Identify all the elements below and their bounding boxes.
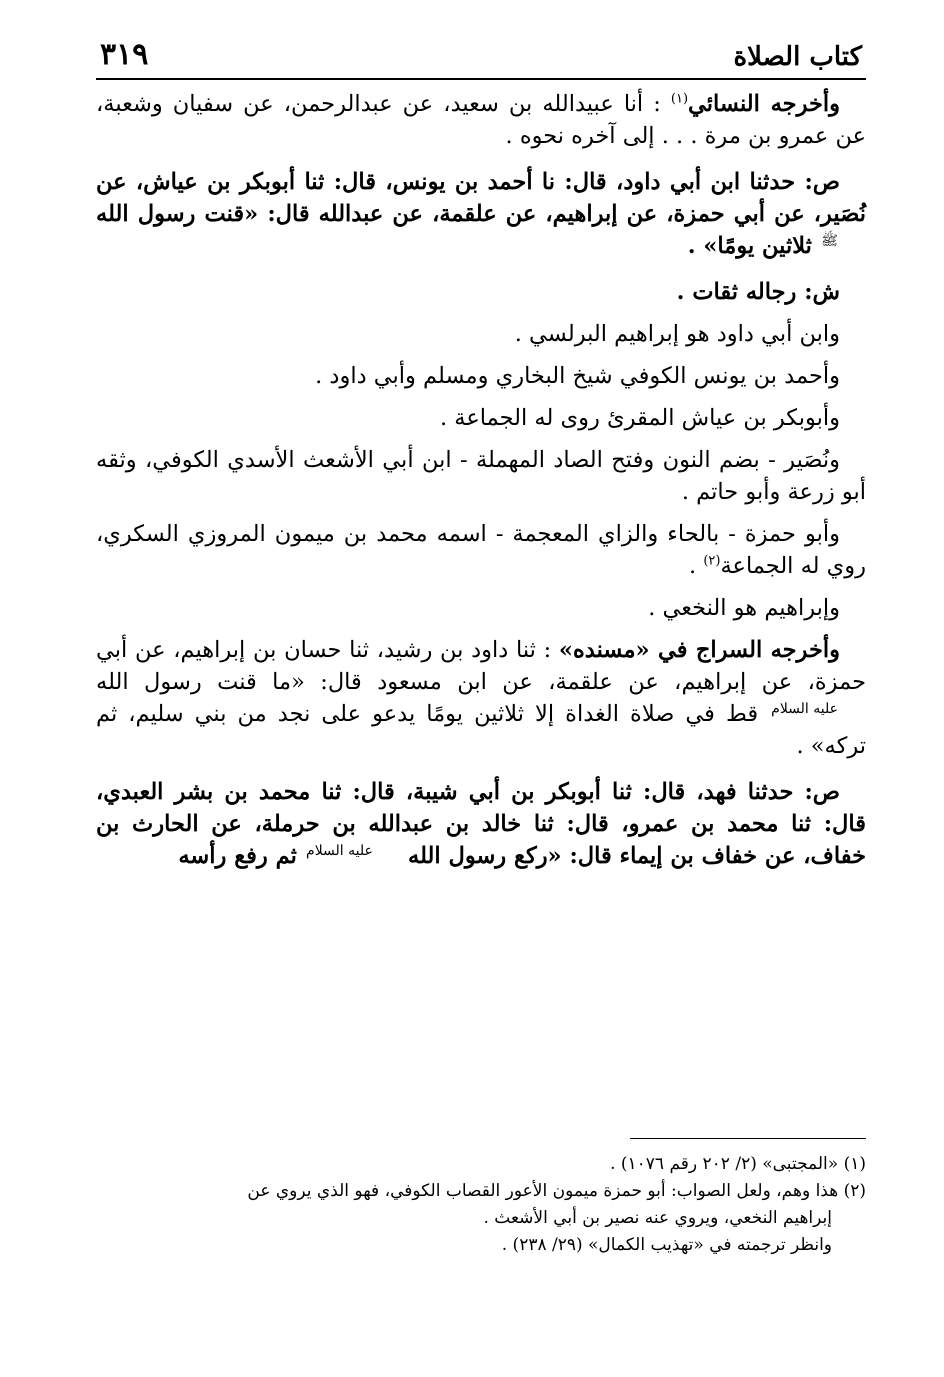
paragraph-sad-2: ص: حدثنا فهد، قال: ثنا أبوبكر بن أبي شيبة، قال: ثنا محمد بن بشر العبدي، قال: ثنا محمد بن عمرو، قال: ثنا خالد بن عبدالله بن حرملة، عن الحارث بن خفاف، عن خفاف بن إيماء قال: «ركع رسول الله عليه السلام ثم رفع رأسه bbox=[96, 779, 866, 869]
page-number: ٣١٩ bbox=[100, 37, 149, 72]
paragraph-text: ونُصَير - بضم النون وفتح الصاد المهملة - ابن أبي الأشعث الأسدي الكوفي، وثقه أبو زرعة وأبو حاتم . bbox=[96, 447, 866, 505]
bold-lead: وأخرجه النسائي bbox=[688, 91, 841, 117]
paragraph-tail: . bbox=[689, 553, 697, 579]
paragraph-text: وأبوبكر بن عياش المقرئ روى له الجماعة . bbox=[439, 405, 840, 431]
footnote-1: (١) «المجتبى» (٢/ ٢٠٢ رقم ١٠٧٦) . bbox=[610, 1154, 866, 1174]
bold-text: ش: رجاله ثقات . bbox=[676, 279, 840, 305]
paragraph-sarraj: وأخرجه السراج في «مسنده» : ثنا داود بن رشيد، ثنا حسان بن إبراهيم، عن أبي حمزة، عن إبراهيم، عن علقمة، عن ابن مسعود قال: «ما قنت رسول الله عليه السلام قط في صلاة الغداة إلا ثلاثين يومًا يدعو على نجد من بني سليم، ثم تركه» . bbox=[96, 637, 866, 759]
footnote-separator bbox=[630, 1138, 866, 1139]
paragraph-text: : ثنا داود بن رشيد، ثنا حسان بن إبراهيم، عن أبي حمزة، عن إبراهيم، عن علقمة، عن ابن مسعود قال: «ما قنت رسول الله bbox=[96, 637, 866, 695]
paragraph-narrator-1 bbox=[96, 318, 866, 350]
bold-text-tail: ثم رفع رأسه bbox=[178, 843, 297, 869]
footnote-ref-2: (٢) bbox=[703, 553, 721, 569]
footnote-2-line-3: وانظر ترجمته في «تهذيب الكمال» (٢٩/ ٢٣٨) . bbox=[501, 1235, 832, 1255]
paragraph-narrator-2 bbox=[96, 360, 866, 392]
paragraph-narrator-5 bbox=[96, 518, 866, 582]
paragraph-text: : أنا عبيدالله بن سعيد، عن عبدالرحمن، عن سفيان وشعبة، عن عمرو بن مرة . . . إلى آخره نحوه . bbox=[96, 91, 866, 149]
chapter-title: كتاب الصلاة bbox=[733, 42, 862, 72]
footnote-2-line-2: إبراهيم النخعي، ويروي عنه نصير بن أبي الأشعث . bbox=[483, 1208, 832, 1228]
bold-text: ص: حدثنا ابن أبي داود، قال: نا أحمد بن يونس، قال: ثنا أبوبكر بن عياش، عن نُصَير، عن أبي حمزة، عن إبراهيم، عن علقمة، عن عبدالله قال: «قنت رسول الله bbox=[96, 169, 866, 227]
paragraph-narrator-4 bbox=[96, 444, 866, 508]
bold-lead: وأخرجه السراج في «مسنده» bbox=[558, 637, 841, 663]
paragraph-shin bbox=[96, 276, 866, 308]
paragraph-tail: قط في صلاة الغداة إلا ثلاثين يومًا يدعو على نجد من بني سليم، ثم تركه» . bbox=[96, 701, 866, 759]
bold-text-tail: ثلاثين يومًا» . bbox=[687, 233, 812, 259]
running-header bbox=[96, 30, 866, 80]
footnote-2: (٢) هذا وهم، ولعل الصواب: أبو حمزة ميمون الأعور القصاب الكوفي، فهو الذي يروي عن bbox=[247, 1181, 866, 1201]
paragraph-text: وإبراهيم هو النخعي . bbox=[648, 595, 840, 621]
main-text bbox=[96, 88, 866, 872]
paragraph-narrator-6 bbox=[96, 592, 866, 624]
bold-text: ص: حدثنا فهد، قال: ثنا أبوبكر بن أبي شيبة، قال: ثنا محمد بن بشر العبدي، قال: ثنا محمد بن عمرو، قال: ثنا خالد بن عبدالله بن حرملة، عن الحارث بن خفاف، عن خفاف بن إيماء قال: «ركع رسول الله bbox=[96, 779, 866, 869]
paragraph-narrator-3 bbox=[96, 402, 866, 434]
paragraph-text: وأحمد بن يونس الكوفي شيخ البخاري ومسلم وأبي داود . bbox=[315, 363, 840, 389]
paragraph-text: وابن أبي داود هو إبراهيم البرلسي . bbox=[514, 321, 840, 347]
paragraph-sad-1: ص: حدثنا ابن أبي داود، قال: نا أحمد بن يونس، قال: ثنا أبوبكر بن عياش، عن نُصَير، عن أبي حمزة، عن إبراهيم، عن علقمة، عن عبدالله قال: «قنت رسول الله ﷺ ثلاثين يومًا» . bbox=[96, 169, 866, 259]
footnotes bbox=[96, 1138, 866, 1259]
footnote-ref-1: (١) bbox=[670, 91, 689, 107]
paragraph-text: وأبو حمزة - بالحاء والزاي المعجمة - اسمه محمد بن ميمون المروزي السكري، روي له الجماعة bbox=[96, 521, 866, 579]
paragraph-nasai bbox=[96, 88, 866, 152]
